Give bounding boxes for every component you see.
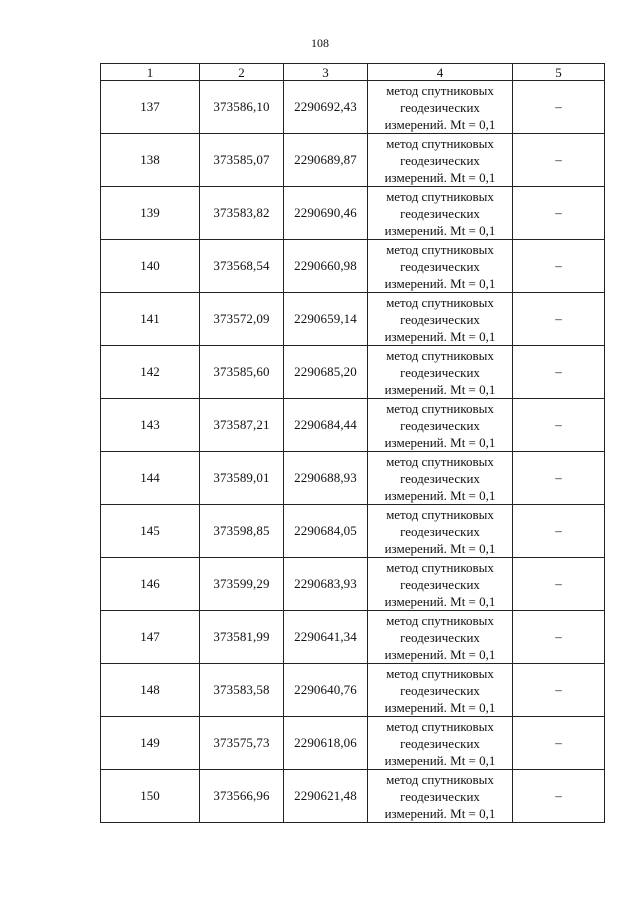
method-cell	[368, 664, 513, 717]
method-line: геодезических	[400, 682, 480, 698]
column-header: 5	[513, 64, 605, 81]
x-coordinate-cell: 373589,01	[200, 452, 284, 505]
method-line: метод спутниковых	[386, 82, 494, 98]
table-body	[101, 81, 605, 823]
method-cell	[368, 505, 513, 558]
note-cell: –	[513, 770, 605, 823]
method-cell	[368, 558, 513, 611]
table-row	[101, 293, 605, 346]
note-cell: –	[513, 505, 605, 558]
table-row	[101, 187, 605, 240]
method-cell	[368, 399, 513, 452]
method-line: метод спутниковых	[386, 294, 494, 310]
column-header: 1	[101, 64, 200, 81]
method-cell	[368, 611, 513, 664]
note-cell: –	[513, 346, 605, 399]
y-coordinate-cell: 2290684,44	[284, 399, 368, 452]
method-cell	[368, 452, 513, 505]
method-cell	[368, 770, 513, 823]
note-cell: –	[513, 240, 605, 293]
column-header: 3	[284, 64, 368, 81]
table-row	[101, 399, 605, 452]
method-line: геодезических	[400, 364, 480, 380]
column-header: 4	[368, 64, 513, 81]
table-row	[101, 81, 605, 134]
point-number-cell: 141	[101, 293, 200, 346]
y-coordinate-cell: 2290641,34	[284, 611, 368, 664]
method-line: измерений. Mt = 0,1	[384, 487, 496, 503]
table-row	[101, 505, 605, 558]
note-cell: –	[513, 81, 605, 134]
method-line: измерений. Mt = 0,1	[384, 646, 496, 662]
method-line: геодезических	[400, 417, 480, 433]
method-line: метод спутниковых	[386, 612, 494, 628]
method-line: метод спутниковых	[386, 718, 494, 734]
point-number-cell: 140	[101, 240, 200, 293]
method-line: геодезических	[400, 205, 480, 221]
method-line: геодезических	[400, 735, 480, 751]
note-cell: –	[513, 717, 605, 770]
method-line: геодезических	[400, 788, 480, 804]
method-line: метод спутниковых	[386, 771, 494, 787]
method-line: измерений. Mt = 0,1	[384, 593, 496, 609]
y-coordinate-cell: 2290618,06	[284, 717, 368, 770]
table-row	[101, 717, 605, 770]
y-coordinate-cell: 2290684,05	[284, 505, 368, 558]
point-number-cell: 148	[101, 664, 200, 717]
table-row	[101, 452, 605, 505]
page-number: 108	[311, 36, 329, 50]
method-line: геодезических	[400, 99, 480, 115]
y-coordinate-cell: 2290621,48	[284, 770, 368, 823]
method-cell	[368, 717, 513, 770]
method-line: метод спутниковых	[386, 347, 494, 363]
point-number-cell: 143	[101, 399, 200, 452]
x-coordinate-cell: 373585,60	[200, 346, 284, 399]
note-cell: –	[513, 664, 605, 717]
method-line: измерений. Mt = 0,1	[384, 752, 496, 768]
note-cell: –	[513, 452, 605, 505]
x-coordinate-cell: 373583,82	[200, 187, 284, 240]
note-cell: –	[513, 187, 605, 240]
method-cell	[368, 187, 513, 240]
y-coordinate-cell: 2290685,20	[284, 346, 368, 399]
method-line: геодезических	[400, 629, 480, 645]
table-row	[101, 346, 605, 399]
method-line: метод спутниковых	[386, 241, 494, 257]
x-coordinate-cell: 373572,09	[200, 293, 284, 346]
point-number-cell: 150	[101, 770, 200, 823]
y-coordinate-cell: 2290683,93	[284, 558, 368, 611]
point-number-cell: 149	[101, 717, 200, 770]
note-cell: –	[513, 558, 605, 611]
x-coordinate-cell: 373586,10	[200, 81, 284, 134]
x-coordinate-cell: 373566,96	[200, 770, 284, 823]
table-header-row	[101, 64, 605, 81]
x-coordinate-cell: 373568,54	[200, 240, 284, 293]
method-line: геодезических	[400, 576, 480, 592]
method-line: геодезических	[400, 311, 480, 327]
method-cell	[368, 134, 513, 187]
coordinates-table	[100, 63, 605, 823]
y-coordinate-cell: 2290660,98	[284, 240, 368, 293]
method-line: измерений. Mt = 0,1	[384, 381, 496, 397]
x-coordinate-cell: 373599,29	[200, 558, 284, 611]
method-line: метод спутниковых	[386, 188, 494, 204]
method-line: измерений. Mt = 0,1	[384, 275, 496, 291]
method-cell	[368, 346, 513, 399]
table-row	[101, 770, 605, 823]
method-line: метод спутниковых	[386, 665, 494, 681]
method-line: измерений. Mt = 0,1	[384, 169, 496, 185]
table-row	[101, 558, 605, 611]
x-coordinate-cell: 373583,58	[200, 664, 284, 717]
method-cell	[368, 240, 513, 293]
method-line: измерений. Mt = 0,1	[384, 434, 496, 450]
method-line: геодезических	[400, 470, 480, 486]
table-row	[101, 664, 605, 717]
point-number-cell: 137	[101, 81, 200, 134]
method-line: измерений. Mt = 0,1	[384, 540, 496, 556]
y-coordinate-cell: 2290692,43	[284, 81, 368, 134]
method-line: метод спутниковых	[386, 135, 494, 151]
y-coordinate-cell: 2290640,76	[284, 664, 368, 717]
point-number-cell: 145	[101, 505, 200, 558]
y-coordinate-cell: 2290659,14	[284, 293, 368, 346]
y-coordinate-cell: 2290688,93	[284, 452, 368, 505]
method-line: геодезических	[400, 258, 480, 274]
table-row	[101, 611, 605, 664]
method-line: измерений. Mt = 0,1	[384, 805, 496, 821]
method-line: измерений. Mt = 0,1	[384, 222, 496, 238]
note-cell: –	[513, 293, 605, 346]
y-coordinate-cell: 2290690,46	[284, 187, 368, 240]
x-coordinate-cell: 373581,99	[200, 611, 284, 664]
point-number-cell: 138	[101, 134, 200, 187]
point-number-cell: 147	[101, 611, 200, 664]
method-cell	[368, 293, 513, 346]
y-coordinate-cell: 2290689,87	[284, 134, 368, 187]
note-cell: –	[513, 611, 605, 664]
point-number-cell: 144	[101, 452, 200, 505]
method-line: метод спутниковых	[386, 400, 494, 416]
table-row	[101, 134, 605, 187]
column-header: 2	[200, 64, 284, 81]
method-line: геодезических	[400, 152, 480, 168]
method-line: измерений. Mt = 0,1	[384, 328, 496, 344]
method-line: геодезических	[400, 523, 480, 539]
point-number-cell: 146	[101, 558, 200, 611]
x-coordinate-cell: 373575,73	[200, 717, 284, 770]
method-line: измерений. Mt = 0,1	[384, 116, 496, 132]
point-number-cell: 142	[101, 346, 200, 399]
method-line: метод спутниковых	[386, 559, 494, 575]
note-cell: –	[513, 134, 605, 187]
x-coordinate-cell: 373587,21	[200, 399, 284, 452]
x-coordinate-cell: 373585,07	[200, 134, 284, 187]
point-number-cell: 139	[101, 187, 200, 240]
method-line: метод спутниковых	[386, 506, 494, 522]
x-coordinate-cell: 373598,85	[200, 505, 284, 558]
table-row	[101, 240, 605, 293]
method-line: измерений. Mt = 0,1	[384, 699, 496, 715]
method-line: метод спутниковых	[386, 453, 494, 469]
method-cell	[368, 81, 513, 134]
note-cell: –	[513, 399, 605, 452]
